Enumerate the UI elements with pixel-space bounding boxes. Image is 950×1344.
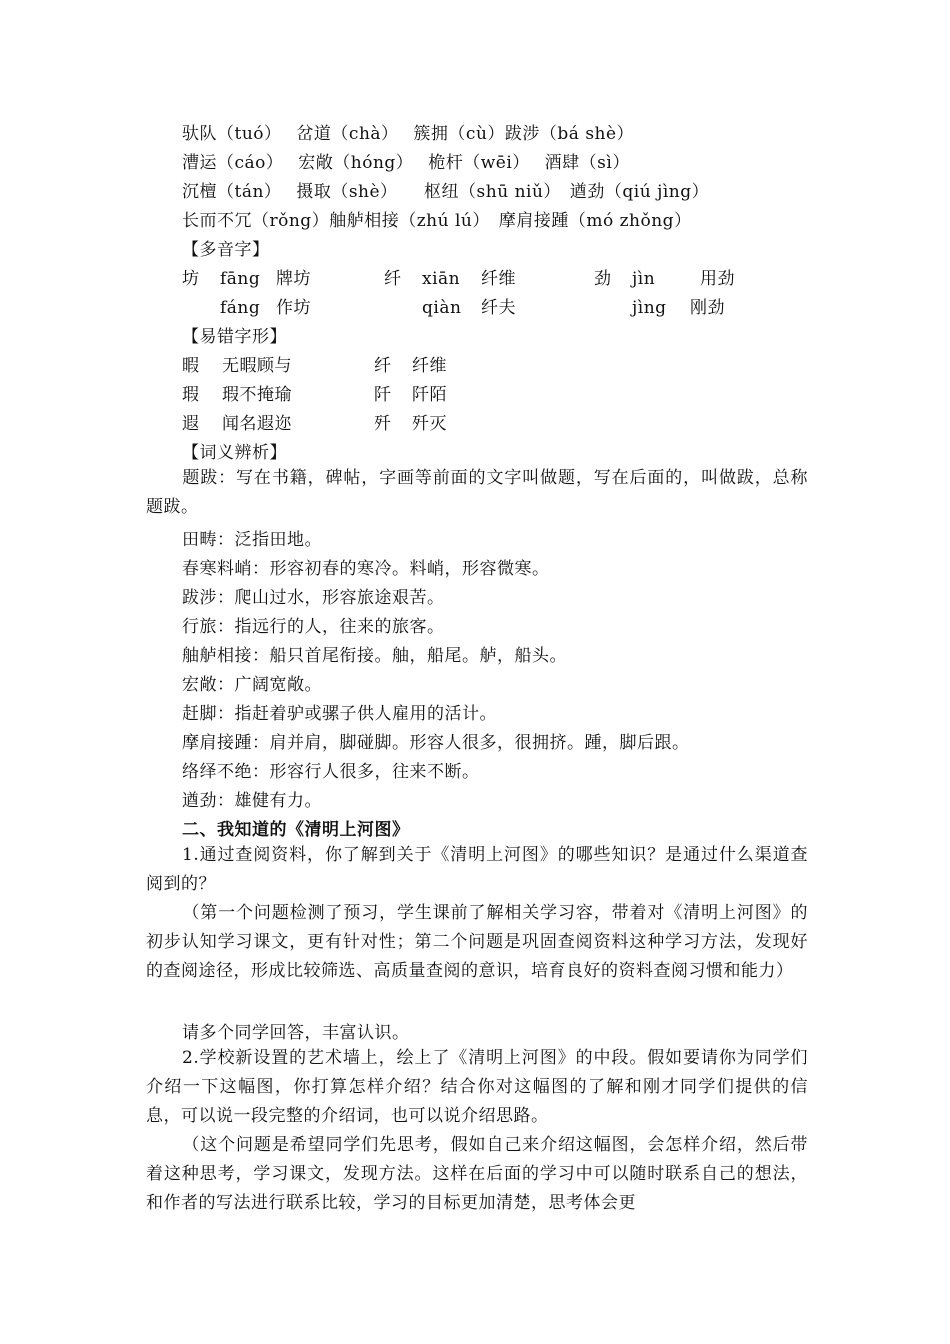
meaning-item: 跋涉：爬山过水，形容旅途艰苦。 (182, 588, 445, 608)
confusable-char: 瑕 (182, 385, 200, 405)
polyphone-char: 劲 (594, 269, 612, 289)
polyphone-word: 纤夫 (481, 298, 516, 318)
polyphone-pinyin: qiàn (422, 298, 462, 318)
confusable-heading: 【易错字形】 (182, 327, 287, 347)
confusable-char: 阡 (374, 385, 392, 405)
meaning-item: 春寒料峭：形容初春的寒冷。料峭，形容微寒。 (182, 559, 550, 579)
question-2-note (146, 1131, 808, 1218)
meaning-paragraph (146, 464, 808, 522)
question-1-note (146, 899, 808, 986)
polyphone-pinyin: xiān (422, 269, 461, 289)
confusable-word: 阡陌 (412, 385, 447, 405)
polyphone-word: 纤维 (481, 269, 516, 289)
confusable-char: 纤 (374, 356, 392, 376)
question-text: 2.学校新设置的艺术墙上，绘上了《清明上河图》的中段。假如要请你为同学们介绍一下这幅图，你打算怎样介绍？结合你对这幅图的了解和刚才同学们提供的信息，可以说一段完整的介绍词，也可以说介绍思路。 (146, 1048, 808, 1126)
polyphone-pinyin: jìng (632, 298, 667, 318)
polyphone-word: 用劲 (700, 269, 735, 289)
polyphone-char: 坊 (182, 269, 200, 289)
meaning-item: 摩肩接踵：肩并肩，脚碰脚。形容人很多，很拥挤。踵，脚后跟。 (182, 733, 690, 753)
meaning-item: 行旅：指远行的人，往来的旅客。 (182, 617, 445, 637)
polyphone-word: 刚劲 (690, 298, 725, 318)
polyphone-pinyin: jìn (632, 269, 656, 289)
polyphone-heading: 【多音字】 (182, 240, 270, 260)
vocab-line: 长而不冗（rǒng）舳舻相接（zhú lú） 摩肩接踵（mó zhǒng） (182, 211, 692, 231)
confusable-char: 暇 (182, 356, 200, 376)
section-title: 二、我知道的《清明上河图》 (182, 820, 410, 840)
meaning-item: 舳舻相接：船只首尾衔接。舳，船尾。舻，船头。 (182, 646, 567, 666)
polyphone-pinyin: fāng (220, 269, 261, 289)
question-1 (146, 841, 808, 899)
question-2 (146, 1044, 808, 1131)
vocab-line: 沉檀（tán） 摄取（shè） 枢纽（shū niǔ） 遒劲（qiú jìng） (182, 182, 710, 202)
vocab-line: 漕运（cáo） 宏敞（hóng） 桅杆（wēi） 酒肆（sì） (182, 153, 630, 173)
meaning-item: 络绎不绝：形容行人很多，往来不断。 (182, 762, 480, 782)
confusable-word: 无暇顾与 (222, 356, 292, 376)
polyphone-char: 纤 (384, 269, 402, 289)
meaning-item: 田畴：泛指田地。 (182, 530, 322, 550)
meaning-item: 宏敞：广阔宽敞。 (182, 675, 322, 695)
meaning-text: 题跋：写在书籍，碑帖，字画等前面的文字叫做题，写在后面的，叫做跋，总称题跋。 (146, 468, 808, 517)
question-1-follow: 请多个同学回答，丰富认识。 (182, 1023, 410, 1043)
meaning-item: 赶脚：指赶着驴或骡子供人雇用的活计。 (182, 704, 497, 724)
polyphone-word: 牌坊 (276, 269, 311, 289)
confusable-word: 歼灭 (412, 414, 447, 434)
polyphone-word: 作坊 (276, 298, 311, 318)
confusable-word: 瑕不掩瑜 (222, 385, 292, 405)
note-text: （这个问题是希望同学们先思考，假如自己来介绍这幅图，会怎样介绍，然后带着这种思考，学习课文，发现方法。这样在后面的学习中可以随时联系自己的想法，和作者的写法进行联系比较，学习的目标更加清楚，思考体会更 (146, 1135, 808, 1213)
confusable-char: 歼 (374, 414, 392, 434)
meanings-heading: 【词义辨析】 (182, 443, 287, 463)
meaning-item: 遒劲：雄健有力。 (182, 791, 322, 811)
note-text: （第一个问题检测了预习，学生课前了解相关学习容，带着对《清明上河图》的初步认知学习课文，更有针对性；第二个问题是巩固查阅资料这种学习方法，发现好的查阅途径，形成比较筛选、高质量查阅的意识，培育良好的资料查阅习惯和能力） (146, 903, 808, 981)
vocab-line: 驮队（tuó） 岔道（chà） 簇拥（cù）跋涉（bá shè） (182, 124, 635, 144)
confusable-word: 闻名遐迩 (222, 414, 292, 434)
question-text: 1.通过查阅资料，你了解到关于《清明上河图》的哪些知识？是通过什么渠道查阅到的？ (146, 845, 808, 894)
polyphone-pinyin: fáng (220, 298, 261, 318)
confusable-char: 遐 (182, 414, 200, 434)
confusable-word: 纤维 (412, 356, 447, 376)
